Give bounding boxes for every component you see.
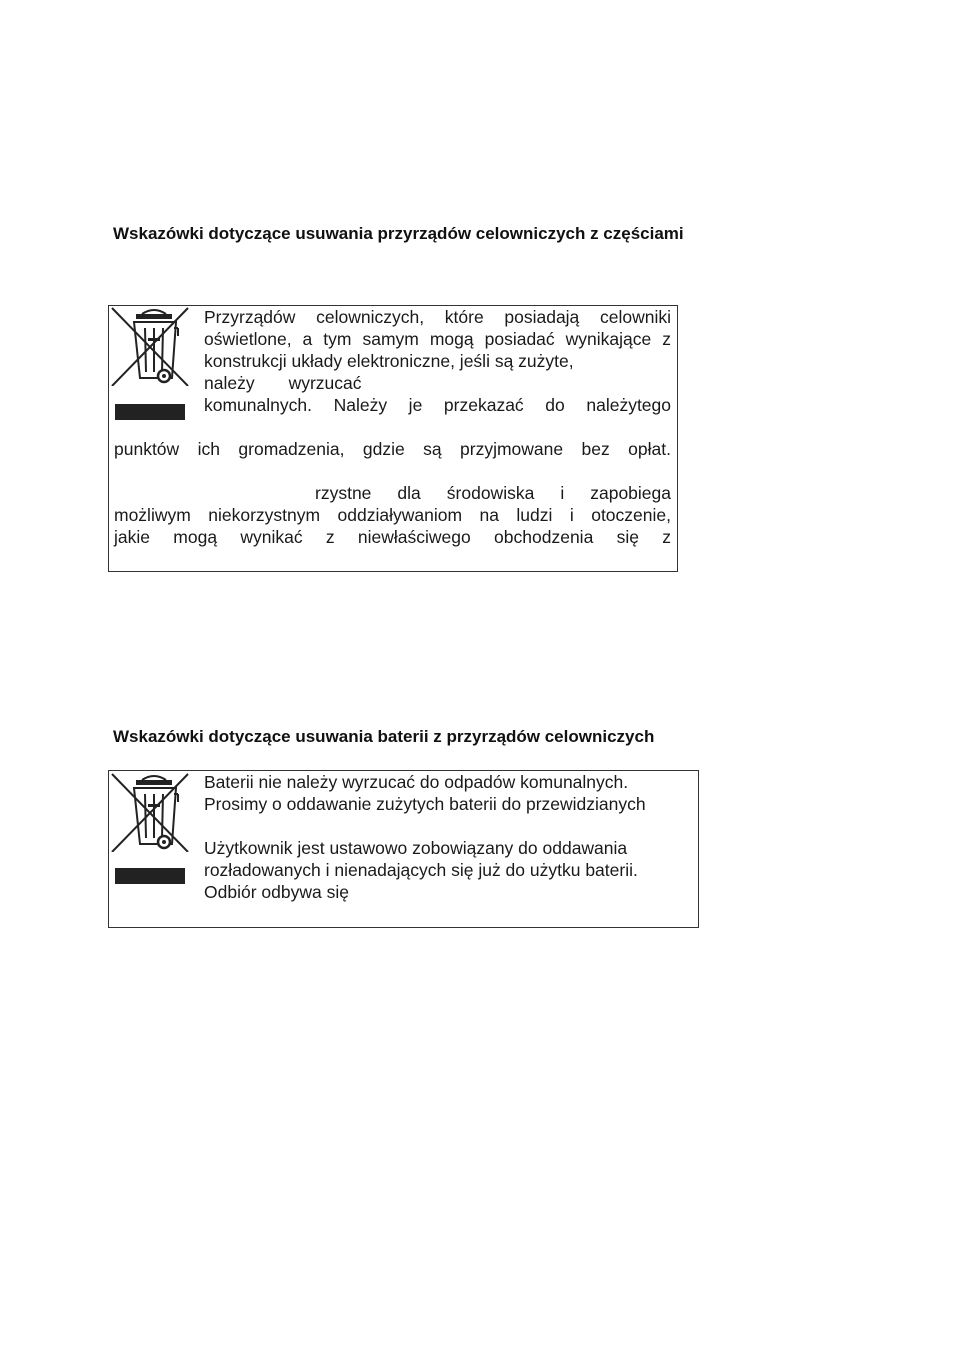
crossed-out-wheelie-bin-icon xyxy=(110,772,190,852)
notice-word: należy xyxy=(204,373,255,393)
notice-text-line: Odbiór odbywa się xyxy=(204,882,349,902)
notice-text-line: jakie mogą wynikać z niewłaściwego obchodzenia się z xyxy=(114,527,671,547)
notice-word: wyrzucać xyxy=(288,373,362,393)
notice-text-line: punktów ich gromadzenia, gdzie są przyjmowane bez opłat. xyxy=(114,439,671,459)
section-heading-devices: Wskazówki dotyczące usuwania przyrządów celowniczych z częściami xyxy=(113,224,684,243)
notice-text-line: oświetlone, a tym samym mogą posiadać wynikające z xyxy=(204,329,671,349)
section-heading-batteries: Wskazówki dotyczące usuwania baterii z przyrządów celowniczych xyxy=(113,727,655,746)
notice-text-line: Baterii nie należy wyrzucać do odpadów komunalnych. xyxy=(204,772,629,792)
bin-underline-bar xyxy=(115,404,185,420)
notice-text-line: możliwym niekorzystnym oddziaływaniom na ludzi i otoczenie, xyxy=(114,505,671,525)
crossed-out-wheelie-bin-icon xyxy=(110,306,190,386)
notice-text-line: rzystne dla środowiska i zapobiega xyxy=(315,483,671,503)
notice-text-line: Użytkownik jest ustawowo zobowiązany do oddawania xyxy=(204,838,628,858)
notice-text-line: Przyrządów celowniczych, które posiadają celowniki xyxy=(204,307,671,327)
notice-text-line: konstrukcji układy elektroniczne, jeśli są zużyte, xyxy=(204,351,574,371)
notice-text-line: komunalnych. Należy je przekazać do należytego xyxy=(204,395,671,415)
notice-text-line xyxy=(204,372,362,394)
notice-text-line: Prosimy o oddawanie zużytych baterii do przewidzianych xyxy=(204,794,646,814)
disposal-notice-batteries xyxy=(108,770,699,928)
disposal-notice-devices xyxy=(108,305,678,572)
bin-underline-bar xyxy=(115,868,185,884)
notice-text-line: rozładowanych i nienadających się już do użytku baterii. xyxy=(204,860,638,880)
